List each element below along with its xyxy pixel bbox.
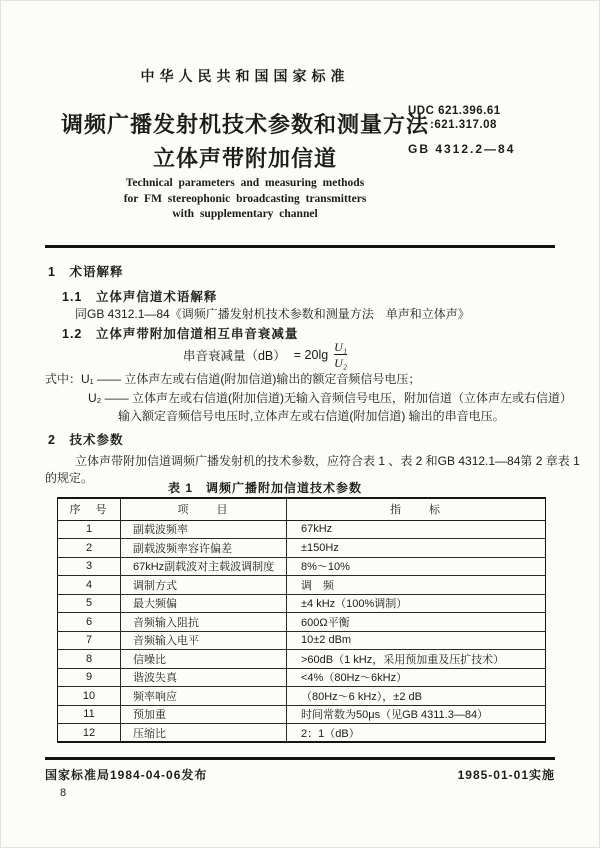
- row-item: 预加重: [121, 705, 287, 724]
- table-row: [58, 520, 546, 539]
- table-row: [58, 613, 546, 632]
- row-spec: 600Ω平衡: [287, 613, 546, 632]
- table-row: [58, 631, 546, 650]
- row-item: 谐波失真: [121, 668, 287, 687]
- udc-number-line2: :621.317.08: [430, 119, 497, 131]
- row-spec: 时间常数为50μs（见GB 4311.3—84）: [287, 705, 546, 724]
- section1-1-body: 同GB 4312.1—84《调频广播发射机技术参数和测量方法 单声和立体声》: [75, 307, 470, 321]
- table-row: [58, 557, 546, 576]
- row-item: 67kHz副载波对主载波调制度: [121, 557, 287, 576]
- document-title-en: [45, 176, 445, 223]
- footer-divider-rule: [45, 757, 555, 760]
- row-item: 音频输入电平: [121, 631, 287, 650]
- row-spec: 67kHz: [287, 520, 546, 539]
- row-spec: ±150Hz: [287, 539, 546, 558]
- row-no: 5: [58, 594, 121, 613]
- column-header-no: 序 号: [58, 498, 121, 520]
- row-item: 副载波频率: [121, 520, 287, 539]
- section2-paragraph-line2: 的规定。: [45, 471, 94, 485]
- row-spec: <4%（80Hz～6kHz）: [287, 668, 546, 687]
- udc-classification: [408, 104, 558, 132]
- table-row: [58, 650, 546, 669]
- document-title-cn-line1: 调频广播发射机技术参数和测量方法: [60, 112, 429, 137]
- table-row: [58, 687, 546, 706]
- formula-numerator: U₁: [334, 340, 348, 354]
- column-header-spec: 指 标: [287, 498, 546, 520]
- document-title-en-line3: with supplementary channel: [172, 208, 318, 220]
- row-spec: （80Hz～6 kHz），±2 dB: [287, 687, 546, 706]
- standard-number: GB 4312.2—84: [408, 142, 516, 156]
- row-no: 9: [58, 668, 121, 687]
- row-spec: >60dB（1 kHz，采用预加重及压扩技术）: [287, 650, 546, 669]
- section1-2-heading: 1.2 立体声带附加信道相互串音衰减量: [62, 327, 299, 341]
- footer-issue-date: 国家标准局1984-04-06发布: [45, 768, 208, 782]
- row-no: 11: [58, 705, 121, 724]
- row-no: 3: [58, 557, 121, 576]
- row-spec: 10±2 dBm: [287, 631, 546, 650]
- table1-technical-parameters: [57, 497, 546, 743]
- table-row: [58, 724, 546, 743]
- row-item: 压缩比: [121, 724, 287, 743]
- crosstalk-attenuation-formula: [45, 340, 485, 370]
- formula-where-line2: U₂ —— 立体声左或右信道(附加信道)无输入音频信号电压，附加信道（立体声左或右信道）: [88, 391, 572, 405]
- page-number: 8: [60, 787, 67, 799]
- table1-title: 表 1 调频广播附加信道技术参数: [167, 481, 362, 495]
- row-no: 2: [58, 539, 121, 558]
- footer-implementation-date: 1985-01-01实施: [457, 768, 555, 782]
- row-no: 10: [58, 687, 121, 706]
- row-no: 6: [58, 613, 121, 632]
- row-item: 调制方式: [121, 576, 287, 595]
- document-title-en-line2: for FM stereophonic broadcasting transmitters: [123, 192, 367, 205]
- section2-heading: 2 技术参数: [48, 433, 124, 447]
- row-spec: 8%～10%: [287, 557, 546, 576]
- row-no: 8: [58, 650, 121, 669]
- document-title-cn-line2: 立体声带附加信道: [152, 146, 337, 171]
- udc-number-line1: UDC 621.396.61: [408, 105, 501, 117]
- table-row: [58, 576, 546, 595]
- row-spec: 调 频: [287, 576, 546, 595]
- row-no: 7: [58, 631, 121, 650]
- formula-lhs: 串音衰减量（dB）: [182, 349, 286, 363]
- row-no: 4: [58, 576, 121, 595]
- row-spec: ±4 kHz（100%调制）: [287, 594, 546, 613]
- formula-fraction: [334, 340, 347, 370]
- table-row: [58, 668, 546, 687]
- row-no: 12: [58, 724, 121, 743]
- column-header-item: 项 目: [121, 498, 287, 520]
- row-item: 最大频偏: [121, 594, 287, 613]
- row-item: 音频输入阻抗: [121, 613, 287, 632]
- row-spec: 2：1（dB）: [287, 724, 546, 743]
- section1-1-heading: 1.1 立体声信道术语解释: [62, 290, 218, 304]
- row-item: 信噪比: [121, 650, 287, 669]
- table-header-row: [58, 498, 546, 520]
- section2-paragraph-line1: 立体声带附加信道调频广播发射机的技术参数，应符合表 1 、表 2 和GB 4312.1—84第 2 章表 1: [75, 454, 580, 468]
- section1-heading: 1 术语解释: [48, 265, 124, 279]
- table-row: [58, 539, 546, 558]
- formula-where-line3: 输入额定音频信号电压时,立体声左或右信道(附加信道) 输出的串音电压。: [118, 409, 505, 423]
- formula-denominator: U₂: [334, 356, 348, 370]
- table-row: [58, 594, 546, 613]
- document-title-en-line1: Technical parameters and measuring methods: [125, 177, 365, 189]
- row-no: 1: [58, 520, 121, 539]
- row-item: 频率响应: [121, 687, 287, 706]
- national-standard-label: 中华人民共和国国家标准: [140, 68, 350, 84]
- formula-where-line1: 式中：U₁ —— 立体声左或右信道(附加信道)输出的额定音频信号电压；: [45, 372, 421, 386]
- header-divider-rule: [45, 245, 555, 248]
- table-row: [58, 705, 546, 724]
- formula-operator: = 20lg: [293, 348, 329, 362]
- row-item: 副载波频率容许偏差: [121, 539, 287, 558]
